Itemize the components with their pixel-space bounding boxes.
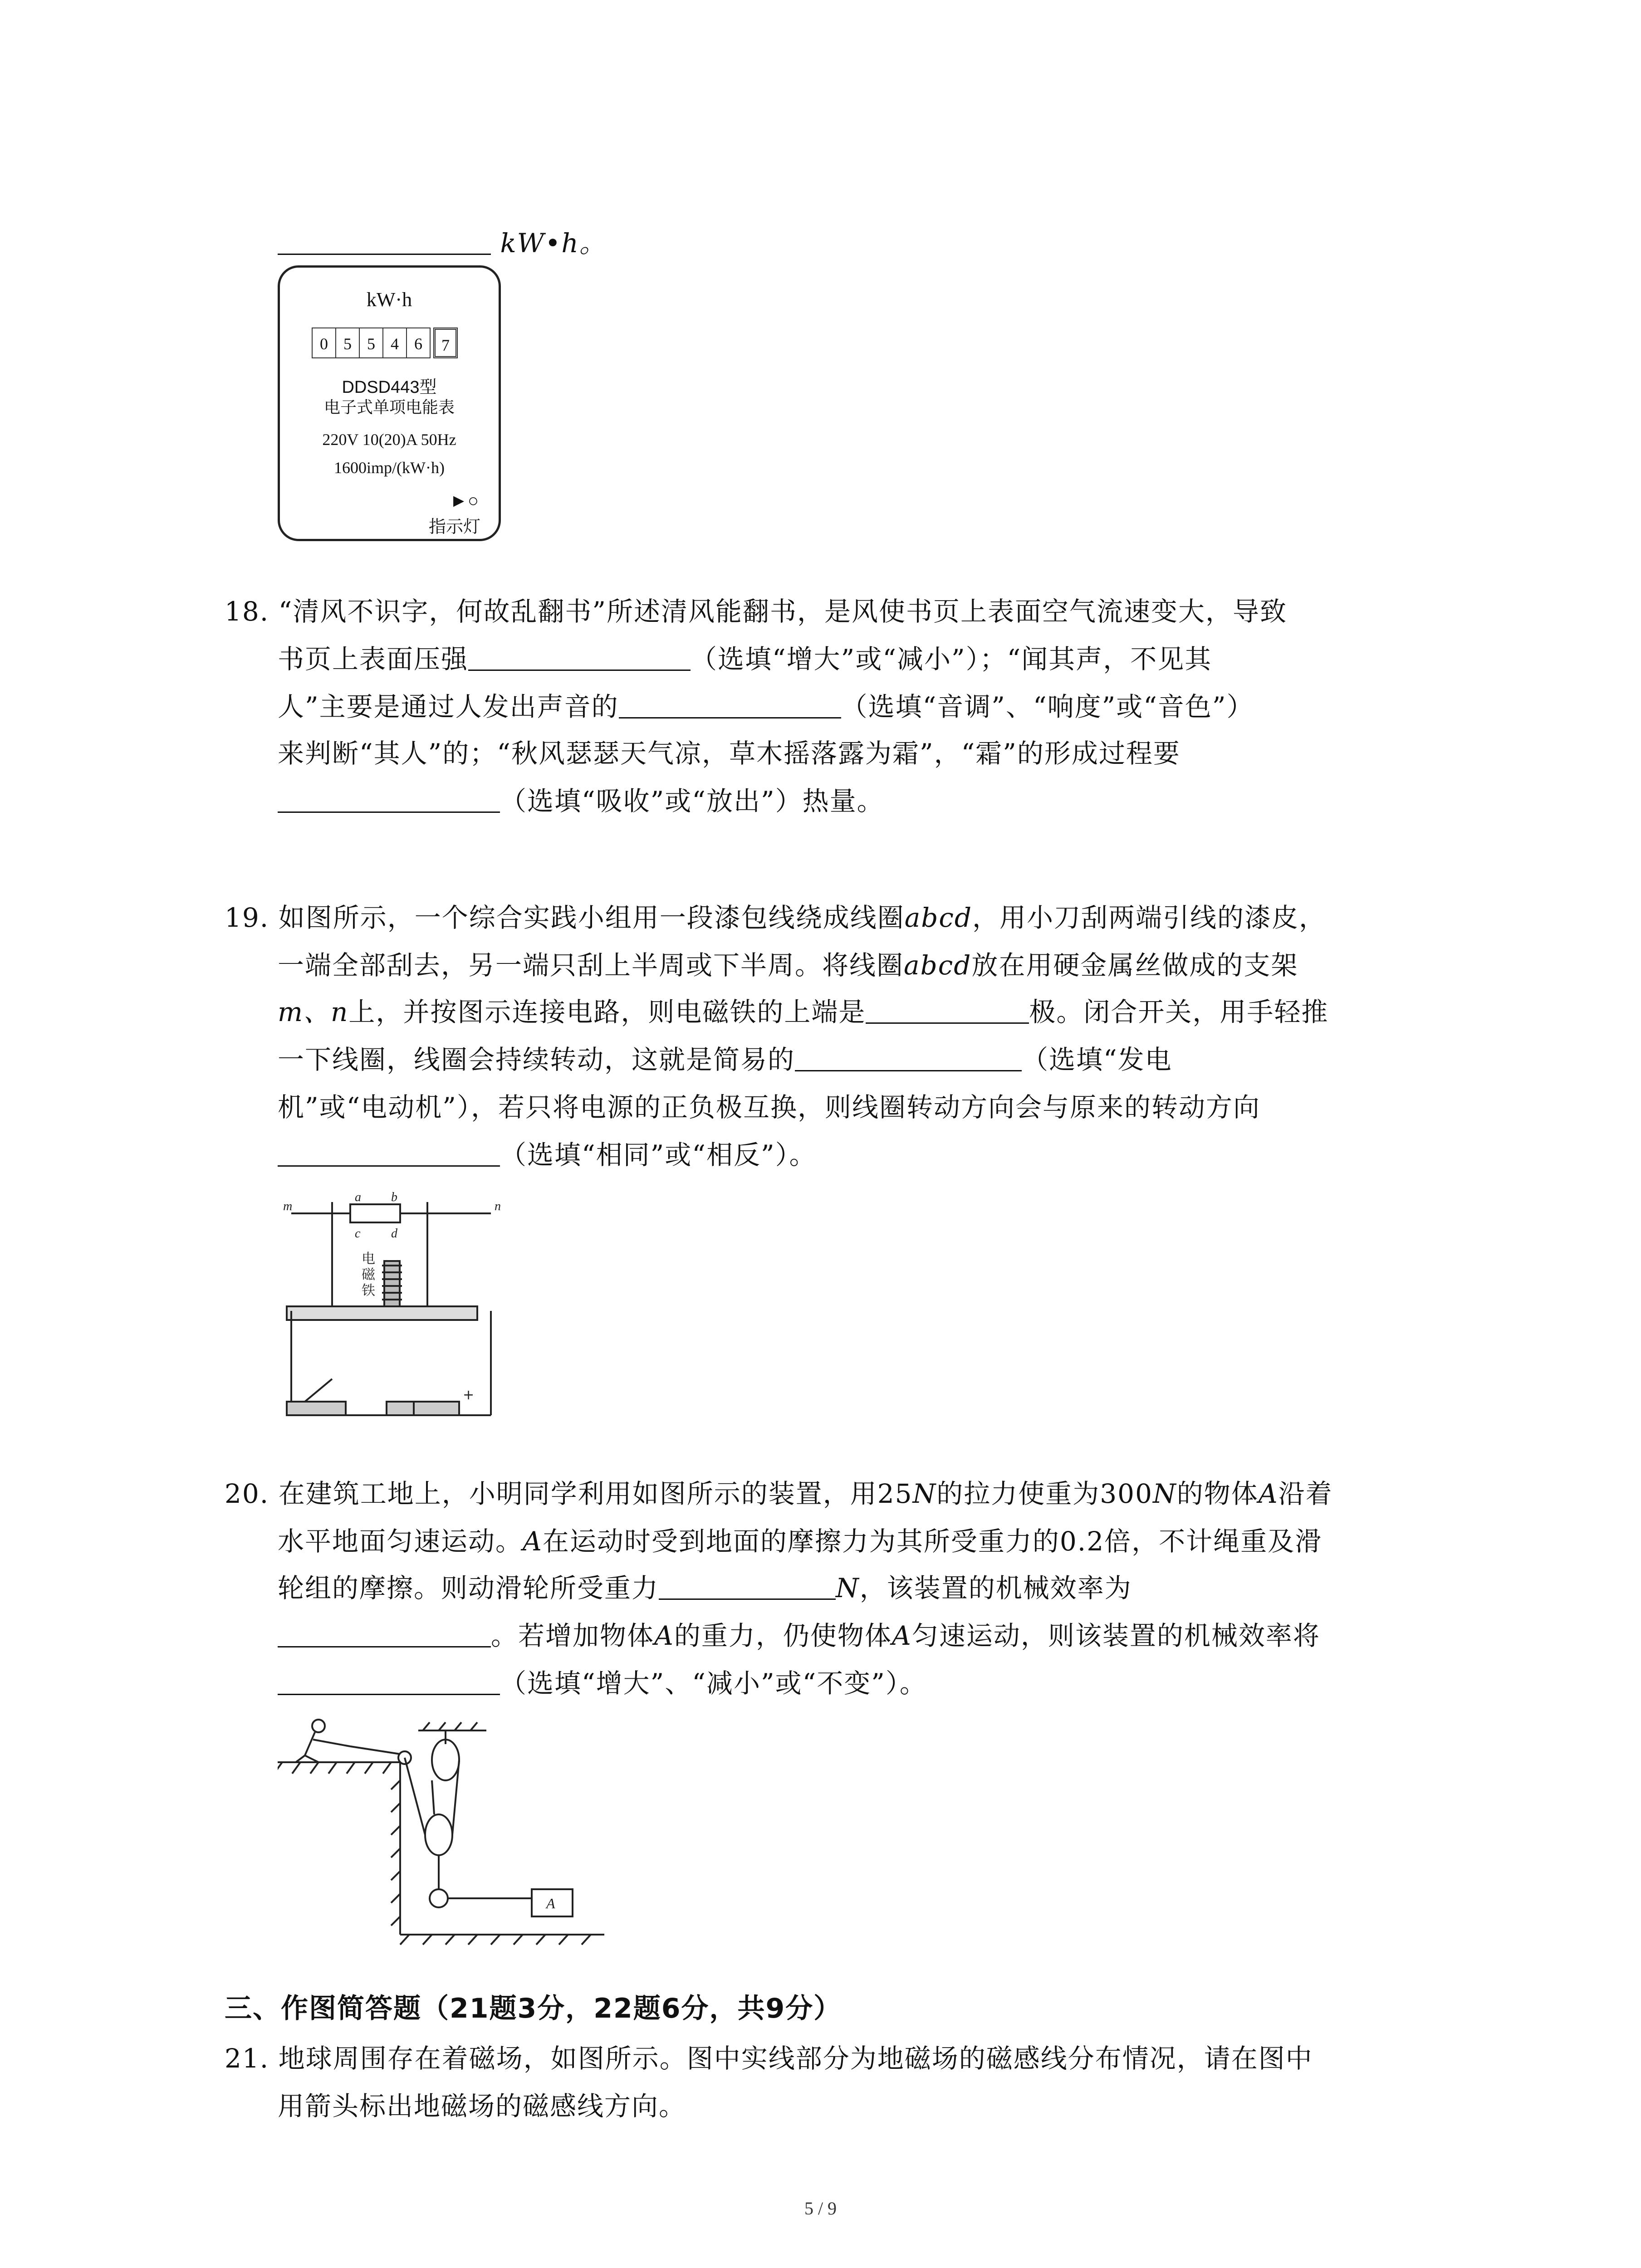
meter-digit: 0 bbox=[312, 327, 336, 358]
q19-text: （选填“相同”或“相反”）。 bbox=[500, 1139, 817, 1170]
q19-var: m、n bbox=[278, 997, 349, 1027]
q17-blank[interactable] bbox=[278, 226, 491, 255]
q20-line-4 bbox=[278, 1614, 1320, 1657]
q20-number: 20. bbox=[225, 1478, 269, 1509]
q20-text: 轮组的摩擦。则动滑轮所受重力 bbox=[278, 1573, 659, 1603]
q18-blank-2[interactable] bbox=[619, 690, 841, 719]
q17-unit: kW•h。 bbox=[500, 228, 607, 259]
q18-line-4 bbox=[278, 732, 1181, 775]
q18-line-3 bbox=[278, 685, 1254, 728]
q19-text: 极。闭合开关，用手轻推 bbox=[1029, 997, 1329, 1027]
q20-line-5 bbox=[278, 1662, 927, 1705]
q18-text: （选填“增大”或“减小”）；“闻其声，不见其 bbox=[691, 644, 1212, 675]
block-label: A bbox=[546, 1895, 555, 1911]
page-number: 5 / 9 bbox=[804, 2198, 837, 2219]
q18-text: （选填“吸收”或“放出”）热量。 bbox=[500, 786, 884, 816]
q18-line-1 bbox=[225, 590, 1287, 633]
motor-circuit-figure bbox=[278, 1188, 505, 1424]
meter-digits bbox=[312, 327, 457, 358]
q21-line-1 bbox=[225, 2037, 1313, 2080]
q19-text: ，用小刀刮两端引线的漆皮， bbox=[972, 902, 1327, 933]
label-coil-3: 铁 bbox=[362, 1283, 375, 1299]
meter-digit: 4 bbox=[382, 327, 407, 358]
meter-description: 电子式单项电能表 bbox=[323, 398, 455, 417]
meter-model: DDSD443型 bbox=[342, 378, 437, 397]
q19-line-1 bbox=[225, 896, 1326, 939]
q18-text: 书页上表面压强 bbox=[278, 644, 469, 675]
q20-value: 300 bbox=[1100, 1478, 1153, 1509]
q19-text: 机”或“电动机”），若只将电源的正负极互换，则线圈转动方向会与原来的转动方向 bbox=[278, 1092, 1260, 1123]
q20-var: A bbox=[654, 1620, 674, 1651]
q20-text: 的重力，仍使物体 bbox=[674, 1620, 892, 1651]
label-b: b bbox=[391, 1190, 397, 1204]
indicator-symbol: ►○ bbox=[450, 490, 479, 511]
q20-text: 的拉力使重为 bbox=[936, 1478, 1100, 1509]
q19-line-4 bbox=[278, 1038, 1172, 1081]
q20-text: 的物体 bbox=[1176, 1478, 1259, 1509]
meter-digit-decimal: 7 bbox=[433, 327, 458, 358]
label-plus: + bbox=[463, 1387, 475, 1403]
q20-unit: N bbox=[912, 1478, 937, 1509]
label-d: d bbox=[391, 1227, 397, 1241]
q20-line-2 bbox=[278, 1520, 1322, 1563]
q20-text: 。若增加物体 bbox=[491, 1620, 655, 1651]
meter-digit: 6 bbox=[406, 327, 431, 358]
q19-line-6 bbox=[278, 1133, 817, 1177]
label-m: m bbox=[283, 1199, 293, 1213]
meter-digit: 5 bbox=[335, 327, 360, 358]
q19-number: 19. bbox=[225, 902, 269, 933]
q20-blank-2[interactable] bbox=[278, 1619, 491, 1647]
q19-blank-1[interactable] bbox=[866, 995, 1029, 1024]
q20-unit: N bbox=[1153, 1478, 1177, 1509]
q20-text: 在运动时受到地面的摩擦力为其所受重力的0.2倍，不计绳重及滑 bbox=[542, 1526, 1323, 1557]
q19-text: 放在用硬金属丝做成的支架 bbox=[971, 950, 1298, 981]
label-coil-2: 磁 bbox=[362, 1267, 375, 1283]
q20-unit: N bbox=[836, 1573, 860, 1603]
meter-unit: kW·h bbox=[366, 288, 412, 311]
q21-number: 21. bbox=[225, 2043, 269, 2074]
q18-blank-1[interactable] bbox=[468, 642, 691, 671]
q19-line-5 bbox=[278, 1085, 1260, 1129]
q18-number: 18. bbox=[225, 596, 269, 627]
label-coil-1: 电 bbox=[362, 1251, 375, 1267]
q20-text: 匀速运动，则该装置的机械效率将 bbox=[911, 1620, 1320, 1651]
label-a: a bbox=[355, 1190, 361, 1204]
q18-blank-3[interactable] bbox=[278, 784, 500, 813]
q19-text: 如图所示，一个综合实践小组用一段漆包线绕成线圈 bbox=[278, 902, 905, 933]
q20-var: A bbox=[523, 1526, 543, 1557]
q20-line-1 bbox=[225, 1472, 1333, 1515]
q20-blank-1[interactable] bbox=[659, 1571, 836, 1600]
q17-answer-line bbox=[278, 221, 607, 265]
q20-var: A bbox=[1258, 1478, 1279, 1509]
q18-text: 来判断“其人”的；“秋风瑟瑟天气凉，草木摇落露为霜”，“霜”的形成过程要 bbox=[278, 738, 1181, 769]
q19-text: 上，并按图示连接电路，则电磁铁的上端是 bbox=[348, 997, 866, 1027]
section-3-title: 三、作图简答题（21题3分，22题6分，共9分） bbox=[225, 1993, 842, 2024]
q19-blank-3[interactable] bbox=[278, 1138, 500, 1167]
q21-line-2 bbox=[278, 2084, 686, 2128]
q18-line-5 bbox=[278, 779, 884, 823]
q21-text: 用箭头标出地磁场的磁感线方向。 bbox=[278, 2091, 686, 2121]
q19-blank-2[interactable] bbox=[795, 1043, 1022, 1071]
meter-digit: 5 bbox=[359, 327, 383, 358]
q18-text: （选填“音调”、“响度”或“音色”） bbox=[841, 691, 1254, 722]
label-c: c bbox=[355, 1227, 361, 1241]
q20-text: （选填“增大”、“减小”或“不变”）。 bbox=[500, 1668, 927, 1699]
q20-blank-3[interactable] bbox=[278, 1667, 500, 1695]
q20-text: 沿着 bbox=[1278, 1478, 1333, 1509]
q20-var: A bbox=[892, 1620, 912, 1651]
electricity-meter-figure bbox=[278, 265, 501, 541]
q19-var: abcd bbox=[904, 950, 972, 981]
indicator-label: 指示灯 bbox=[428, 517, 480, 537]
q20-value: 25 bbox=[877, 1478, 913, 1509]
q18-text: 人”主要是通过人发出声音的 bbox=[278, 691, 619, 722]
q19-text: （选填“发电 bbox=[1022, 1044, 1172, 1075]
q19-line-3 bbox=[278, 990, 1328, 1034]
q19-text: 一下线圈，线圈会持续转动，这就是简易的 bbox=[278, 1044, 795, 1075]
q20-text: ，该装置的机械效率为 bbox=[859, 1573, 1132, 1603]
meter-impulse: 1600imp/(kW·h) bbox=[334, 459, 445, 477]
q20-line-3 bbox=[278, 1566, 1132, 1610]
q19-var: abcd bbox=[904, 902, 973, 933]
q18-text: “清风不识字，何故乱翻书”所述清风能翻书，是风使书页上表面空气流速变大，导致 bbox=[278, 596, 1287, 627]
q20-text: 在建筑工地上，小明同学利用如图所示的装置，用 bbox=[278, 1478, 877, 1509]
q20-text: 水平地面匀速运动。 bbox=[278, 1526, 523, 1557]
q19-line-2 bbox=[278, 943, 1298, 987]
q19-text: 一端全部刮去，另一端只刮上半周或下半周。将线圈 bbox=[278, 950, 904, 981]
q21-text: 地球周围存在着磁场，如图所示。图中实线部分为地磁场的磁感线分布情况，请在图中 bbox=[278, 2043, 1313, 2074]
pulley-figure bbox=[278, 1712, 604, 1948]
meter-rating: 220V 10(20)A 50Hz bbox=[322, 430, 456, 449]
label-n: n bbox=[495, 1199, 501, 1213]
q18-line-2 bbox=[278, 637, 1212, 681]
